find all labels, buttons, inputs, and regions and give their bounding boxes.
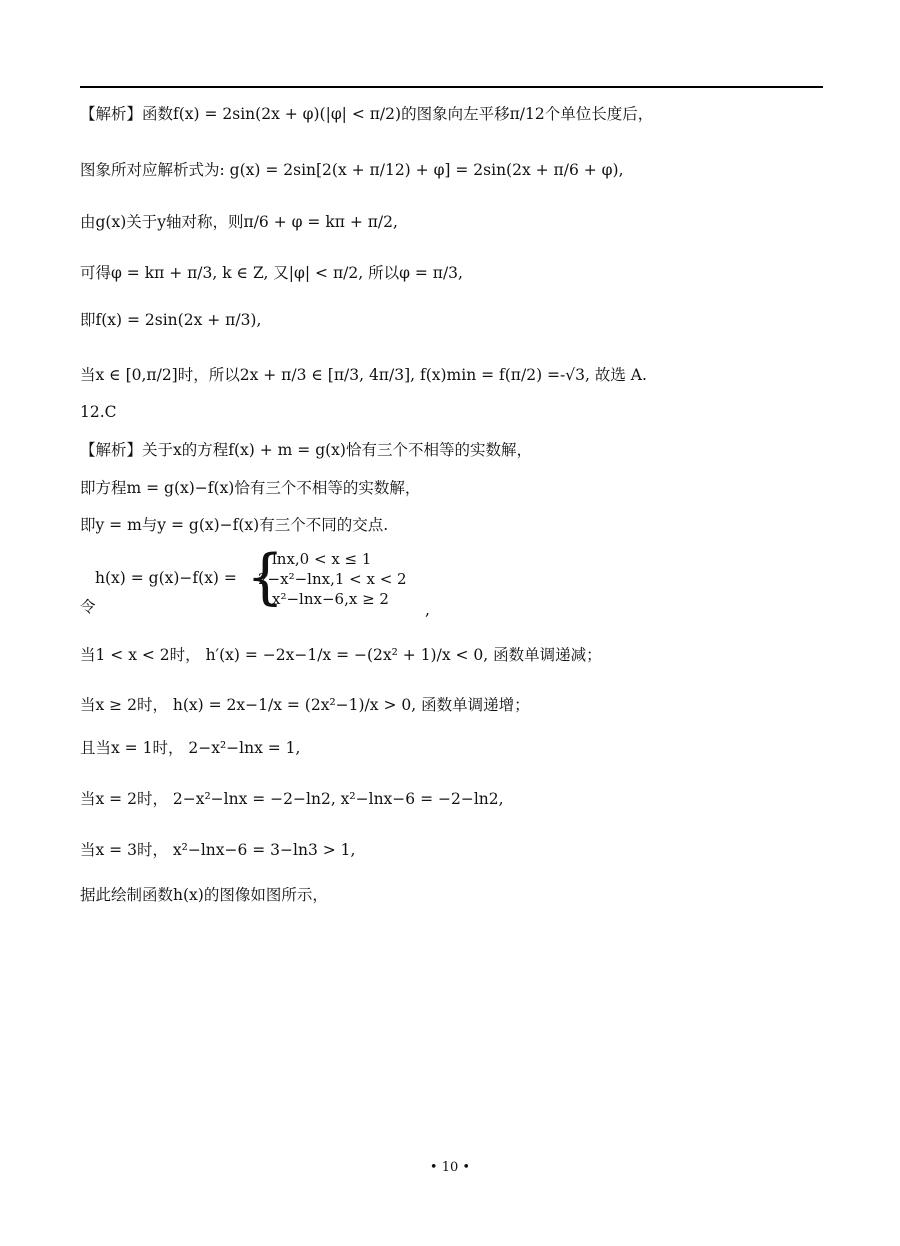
text-line-5: 即f(x) = 2sin(2x + π/3), bbox=[80, 311, 262, 329]
text-line-17: 据此绘制函数h(x)的图像如图所示， bbox=[80, 886, 328, 904]
piecewise-end: , bbox=[425, 601, 430, 619]
piecewise-lhs: h(x) = g(x)−f(x) = bbox=[95, 569, 237, 587]
text-line-4: 可得φ = kπ + π/3, k ∈ Z, 又|φ| < π/2, 所以φ = π/3, bbox=[80, 264, 463, 282]
problem-number: 12.C bbox=[80, 403, 117, 421]
piecewise-case-3: x²−lnx−6,x ≥ 2 bbox=[272, 590, 389, 608]
text-line-8: 【解析】关于x的方程f(x) + m = g(x)恰有三个不相等的实数解， bbox=[80, 441, 532, 459]
text-line-13: 当x ≥ 2时， h(x) = 2x−1/x = (2x²−1)/x > 0, 函数单调递增； bbox=[80, 696, 530, 714]
text-line-6: 当x ∈ [0,π/2]时，所以2x + π/3 ∈ [π/3, 4π/3], f(x)min = f(π/2) =-√3, 故选 A. bbox=[80, 366, 647, 384]
top-rule bbox=[80, 86, 823, 88]
text-line-3: 由g(x)关于y轴对称，则π/6 + φ = kπ + π/2, bbox=[80, 213, 398, 231]
text-line-14: 且当x = 1时， 2−x²−lnx = 1, bbox=[80, 739, 301, 757]
text-line-11-prefix: 令 bbox=[80, 598, 96, 616]
text-line-15: 当x = 2时， 2−x²−lnx = −2−ln2, x²−lnx−6 = −2−ln2, bbox=[80, 790, 504, 808]
text-line-2: 图象所对应解析式为: g(x) = 2sin[2(x + π/12) + φ] = 2sin(2x + π/6 + φ), bbox=[80, 161, 624, 179]
piecewise-case-1: lnx,0 < x ≤ 1 bbox=[272, 550, 372, 568]
text-line-10: 即y = m与y = g(x)−f(x)有三个不同的交点. bbox=[80, 516, 389, 534]
text-line-9: 即方程m = g(x)−f(x)恰有三个不相等的实数解， bbox=[80, 479, 421, 497]
text-line-1: 【解析】函数f(x) = 2sin(2x + φ)(|φ| < π/2)的图象向左平移π/12个单位长度后， bbox=[80, 105, 654, 123]
page-number: • 10 • bbox=[429, 1160, 471, 1175]
text-line-16: 当x = 3时， x²−lnx−6 = 3−ln3 > 1, bbox=[80, 841, 356, 859]
piecewise-brace: { bbox=[246, 542, 285, 612]
text-line-12: 当1 < x < 2时， h′(x) = −2x−1/x = −(2x² + 1)/x < 0, 函数单调递减； bbox=[80, 646, 602, 664]
piecewise-case-2: 2−x²−lnx,1 < x < 2 bbox=[258, 570, 407, 588]
